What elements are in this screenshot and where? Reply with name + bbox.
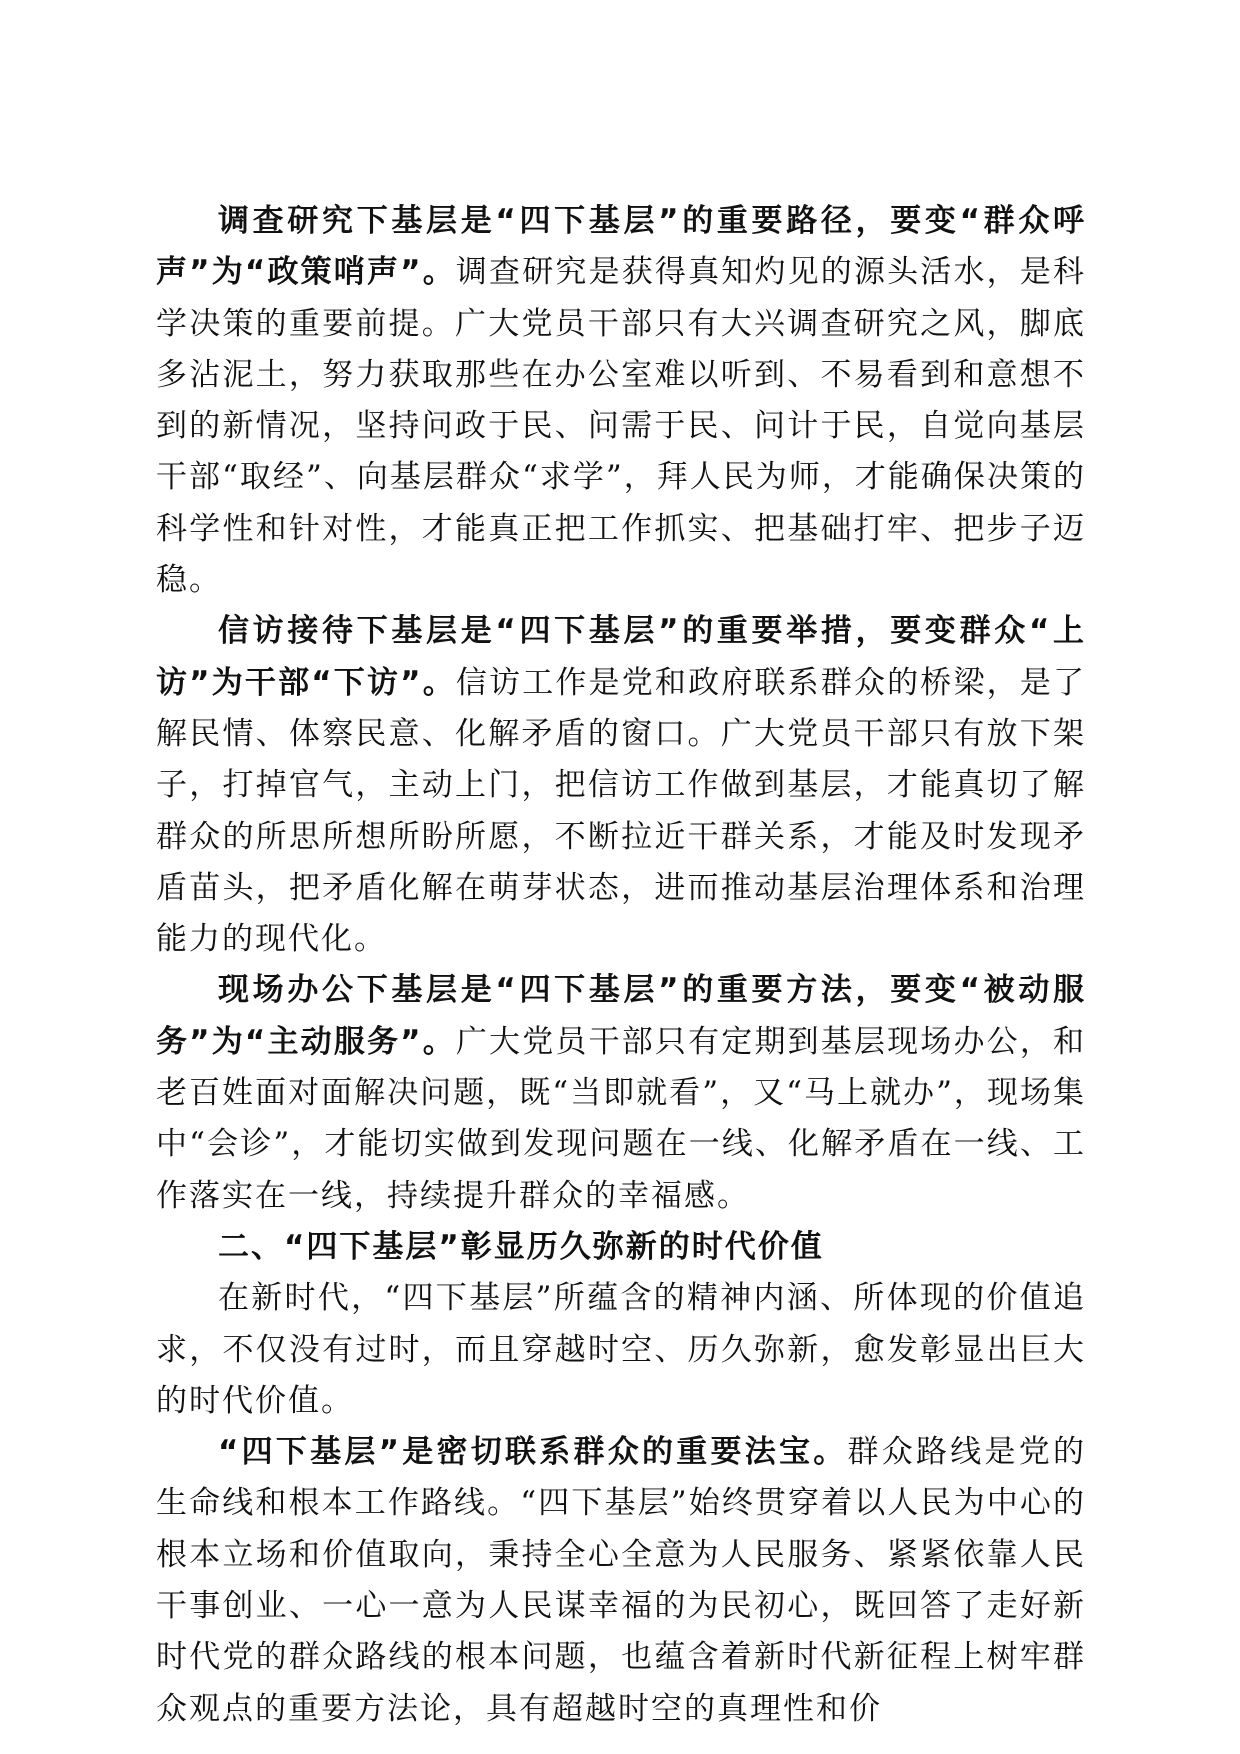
paragraph-body: 信访工作是党和政府联系群众的桥梁，是了解民情、体察民意、化解矛盾的窗口。广大党员干部只有放下架子，打掉官气，主动上门，把信访工作做到基层，才能真切了解群众的所思所想所盼所愿，不断拉近干群关系，才能及时发现矛盾苗头，把矛盾化解在萌芽状态，进而推动基层治理体系和治理能力的现代化。 (156, 664, 1087, 958)
paragraph-closing (156, 1427, 1086, 1735)
paragraph-intro: 在新时代，“四下基层”所蕴含的精神内涵、所体现的价值追求，不仅没有过时，而且穿越时空、历久弥新，愈发彰显出巨大的时代价值。 (156, 1280, 1086, 1419)
paragraph-body: 广大党员干部只有定期到基层现场办公，和老百姓面对面解决问题，既“当即就看”，又“马上就办”，现场集中“会诊”，才能切实做到发现问题在一线、化解矛盾在一线、工作落实在一线，持续提升群众的幸福感。 (156, 1023, 1087, 1214)
paragraph-onsite-office (156, 965, 1086, 1221)
paragraph-body: 群众路线是党的生命线和根本工作路线。“四下基层”始终贯穿着以人民为中心的根本立场和价值取向，秉持全心全意为人民服务、紧紧依靠人民干事创业、一心一意为人民谋幸福的为民初心，既回答了走好新时代党的群众路线的根本问题，也蕴含着新时代新征程上树牢群众观点的重要方法论，具有超越时空的真理性和价 (156, 1434, 1086, 1727)
paragraph-lead: 调查研究下基层是“四下基层”的重要路径，要变“群众呼声”为“政策哨声”。 (156, 203, 1086, 291)
paragraph-research (156, 196, 1086, 606)
section-heading: 二、“四下基层”彰显历久弥新的时代价值 (218, 1228, 824, 1265)
paragraph-petition (156, 606, 1086, 965)
paragraph-lead: “四下基层”是密切联系群众的重要法宝。 (218, 1434, 848, 1471)
document-page (156, 196, 1086, 1735)
paragraph-body: 调查研究是获得真知灼见的源头活水，是科学决策的重要前提。广大党员干部只有大兴调查研究之风，脚底多沾泥土，努力获取那些在办公室难以听到、不易看到和意想不到的新情况，坚持问政于民、问需于民、问计于民，自觉向基层干部“取经”、向基层群众“求学”，拜人民为师，才能确保决策的科学性和针对性，才能真正把工作抓实、把基础打牢、把步子迈稳。 (156, 254, 1087, 599)
paragraph-lead: 现场办公下基层是“四下基层”的重要方法，要变“被动服务”为“主动服务”。 (156, 972, 1086, 1060)
paragraph-lead: 信访接待下基层是“四下基层”的重要举措，要变群众“上访”为干部“下访”。 (156, 613, 1086, 701)
